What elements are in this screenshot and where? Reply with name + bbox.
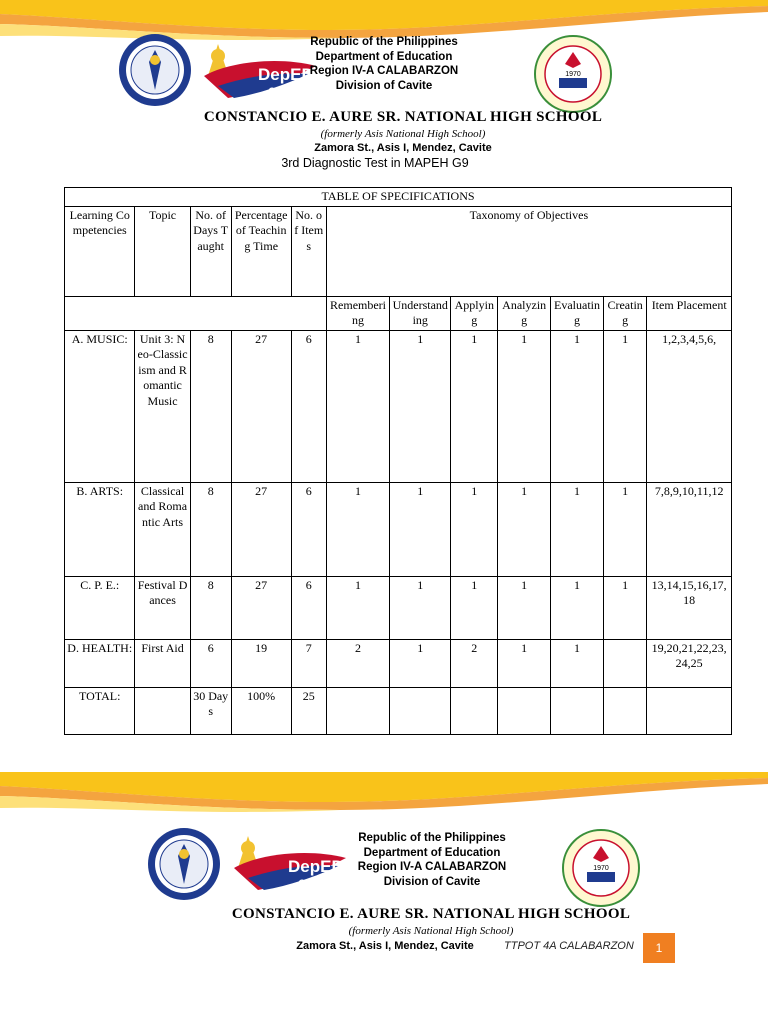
- school-formerly: (formerly Asis National High School): [320, 128, 486, 140]
- footer-note: TTPOT 4A CALABARZON: [504, 940, 634, 952]
- cell-percentage: 27: [231, 330, 291, 482]
- cell-remembering: 1: [326, 576, 389, 639]
- cell-understanding: 1: [390, 639, 451, 687]
- cell-competency: A. MUSIC:: [65, 330, 135, 482]
- cell-items: 6: [291, 330, 326, 482]
- cell-total-topic: [135, 687, 190, 734]
- cell-creating: [603, 639, 646, 687]
- page-number-badge: 1: [643, 933, 675, 963]
- cell-items: 6: [291, 576, 326, 639]
- table-total-row: [65, 687, 732, 734]
- cell-creating: 1: [603, 330, 646, 482]
- cell-analyzing: 1: [498, 482, 551, 576]
- cell-total-items: 25: [291, 687, 326, 734]
- cell-understanding: 1: [390, 330, 451, 482]
- cell-topic: First Aid: [135, 639, 190, 687]
- cell-days: 8: [190, 330, 231, 482]
- header-division: Division of Cavite: [383, 875, 481, 888]
- cell-topic: Festival Dances: [135, 576, 190, 639]
- cell-evaluating: 1: [551, 482, 604, 576]
- cell-applying: 1: [451, 576, 498, 639]
- subheader-evaluating: Evaluating: [551, 296, 604, 330]
- header-days: No. of Days Taught: [190, 206, 231, 296]
- cell-total-days: 30 Days: [190, 687, 231, 734]
- subheader-item-placement: Item Placement: [647, 296, 732, 330]
- test-title: 3rd Diagnostic Test in MAPEH G9: [281, 156, 469, 170]
- cell-applying: 1: [451, 330, 498, 482]
- school-name: CONSTANCIO E. AURE SR. NATIONAL HIGH SCHOOL: [231, 906, 631, 922]
- cell-analyzing: 1: [498, 330, 551, 482]
- cell-items: 6: [291, 482, 326, 576]
- cell-items: 7: [291, 639, 326, 687]
- cell-creating: 1: [603, 576, 646, 639]
- header-region: Region IV-A CALABARZON: [357, 861, 507, 873]
- header-region: Region IV-A CALABARZON: [309, 65, 459, 77]
- cell-item-placement: 13,14,15,16,17,18: [647, 576, 732, 639]
- deped-logo-sub: Cavite: [298, 878, 326, 888]
- header-department: Department of Education: [315, 50, 453, 63]
- cell-applying: 2: [451, 639, 498, 687]
- table-row: [65, 639, 732, 687]
- school-name: CONSTANCIO E. AURE SR. NATIONAL HIGH SCHOOL: [203, 109, 603, 125]
- header-division: Division of Cavite: [335, 79, 433, 92]
- cell-percentage: 27: [231, 482, 291, 576]
- cell-evaluating: 1: [551, 576, 604, 639]
- header-competencies: Learning Competencies: [65, 206, 135, 296]
- subheader-remembering: Remembering: [326, 296, 389, 330]
- subheader-spacer: [65, 296, 327, 330]
- subheader-understanding: Understanding: [390, 296, 451, 330]
- cell-topic: Unit 3: Neo-Classicism and Romantic Music: [135, 330, 190, 482]
- table-row: [65, 482, 732, 576]
- cell-total-label: TOTAL:: [65, 687, 135, 734]
- deped-logo-text: DepED: [258, 65, 314, 84]
- cell-total-percentage: 100%: [231, 687, 291, 734]
- cell-competency: C. P. E.:: [65, 576, 135, 639]
- cell-evaluating: 1: [551, 639, 604, 687]
- cell-item-placement: 19,20,21,22,23,24,25: [647, 639, 732, 687]
- subheader-applying: Applying: [451, 296, 498, 330]
- cell-remembering: 2: [326, 639, 389, 687]
- cell-remembering: 1: [326, 330, 389, 482]
- table-title: TABLE OF SPECIFICATIONS: [65, 188, 732, 207]
- header-topic: Topic: [135, 206, 190, 296]
- school-address: Zamora St., Asis I, Mendez, Cavite: [314, 142, 492, 154]
- school-address: Zamora St., Asis I, Mendez, Cavite: [296, 940, 474, 952]
- seal-year: 1970: [565, 71, 581, 78]
- table-row: [65, 330, 732, 482]
- cell-evaluating: 1: [551, 330, 604, 482]
- cell-analyzing: 1: [498, 576, 551, 639]
- header-taxonomy: Taxonomy of Objectives: [326, 206, 731, 296]
- header-republic: Republic of the Philippines: [358, 832, 506, 844]
- header-republic: Republic of the Philippines: [310, 36, 458, 48]
- school-formerly: (formerly Asis National High School): [348, 925, 514, 937]
- cell-days: 6: [190, 639, 231, 687]
- cell-topic: Classical and Romantic Arts: [135, 482, 190, 576]
- cell-percentage: 19: [231, 639, 291, 687]
- cell-days: 8: [190, 576, 231, 639]
- cell-item-placement: 7,8,9,10,11,12: [647, 482, 732, 576]
- seal-year: 1970: [593, 865, 609, 872]
- header-percentage: Percentage of Teaching Time: [231, 206, 291, 296]
- cell-applying: 1: [451, 482, 498, 576]
- cell-days: 8: [190, 482, 231, 576]
- table-row: [65, 576, 732, 639]
- header-items: No. of Items: [291, 206, 326, 296]
- header-department: Department of Education: [363, 846, 501, 859]
- deped-logo-text: DepED: [288, 857, 344, 876]
- cell-understanding: 1: [390, 576, 451, 639]
- cell-percentage: 27: [231, 576, 291, 639]
- subheader-analyzing: Analyzing: [498, 296, 551, 330]
- cell-competency: D. HEALTH:: [65, 639, 135, 687]
- deped-logo-sub: Cavite: [268, 86, 296, 96]
- cell-remembering: 1: [326, 482, 389, 576]
- cell-creating: 1: [603, 482, 646, 576]
- specifications-table: [64, 187, 732, 735]
- cell-competency: B. ARTS:: [65, 482, 135, 576]
- subheader-creating: Creating: [603, 296, 646, 330]
- cell-understanding: 1: [390, 482, 451, 576]
- cell-analyzing: 1: [498, 639, 551, 687]
- cell-item-placement: 1,2,3,4,5,6,: [647, 330, 732, 482]
